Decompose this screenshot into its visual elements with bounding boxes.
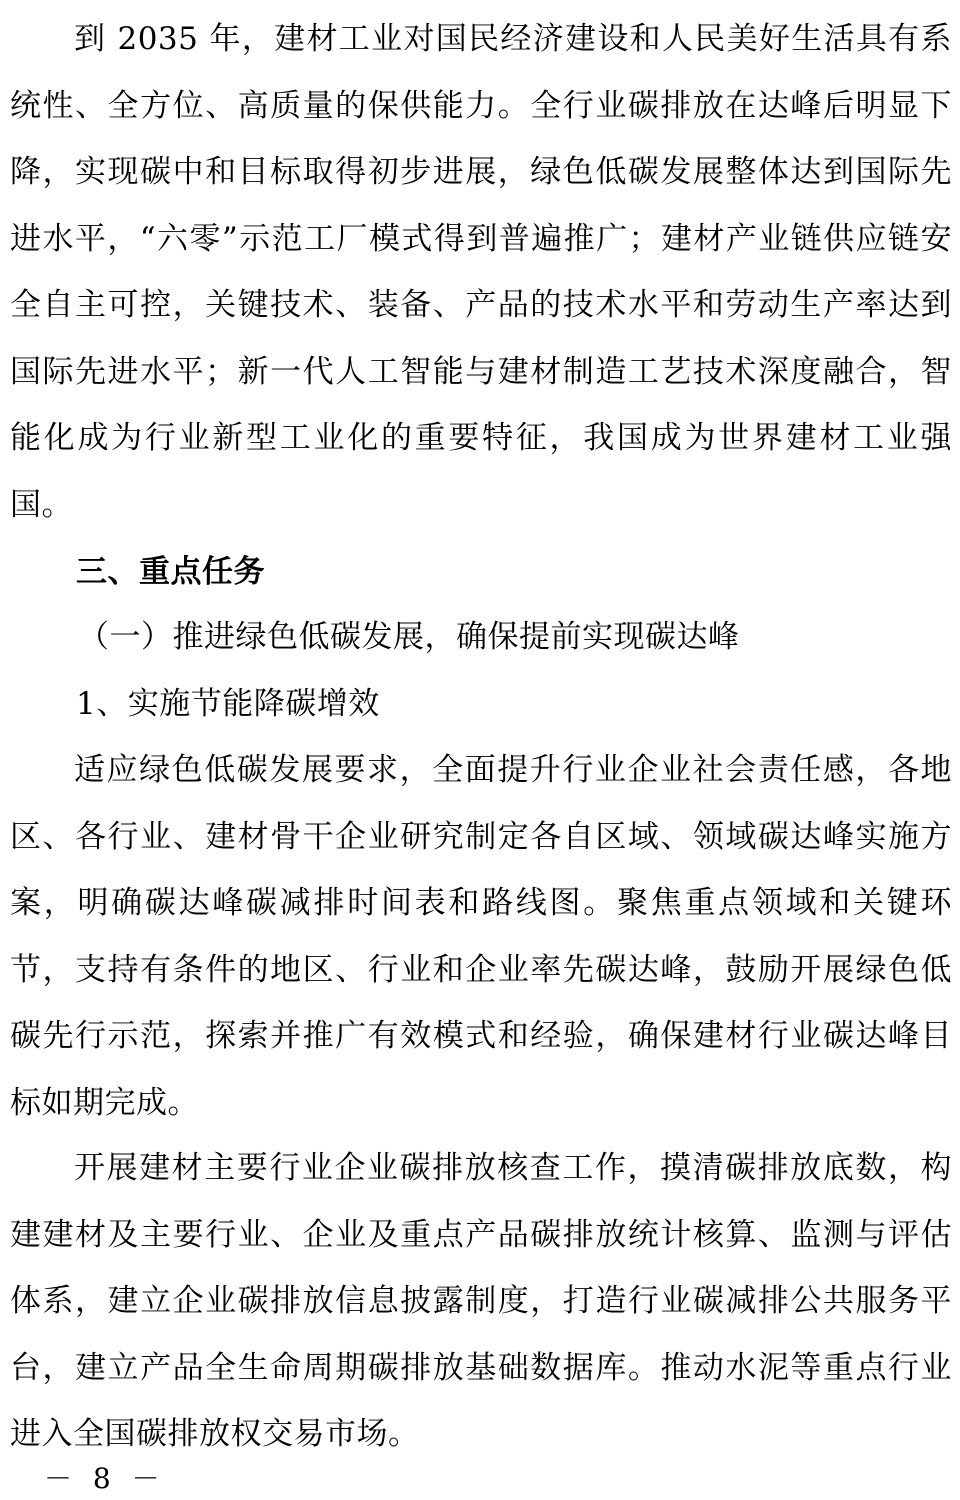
item-heading: 1、实施节能降碳增效 — [76, 686, 380, 722]
paragraph-carbon-emission-accounting: 开展建材主要行业企业碳排放核查工作，摸清碳排放底数，构建建材及主要行业、企业及重点产品碳排放统计核算、监测与评估体系，建立企业碳排放信息披露制度，打造行业碳减排公共服务平台，建立产品全生命周期碳排放基础数据库。推动水泥等重点行业进入全国碳排放权交易市场。 — [10, 1150, 952, 1452]
paragraph-2035-goals: 到 2035 年，建材工业对国民经济建设和人民美好生活具有系统性、全方位、高质量的保供能力。全行业碳排放在达峰后明显下降，实现碳中和目标取得初步进展，绿色低碳发展整体达到国际先进水平，“六零”示范工厂模式得到普遍推广；建材产业链供应链安全自主可控，关键技术、装备、产品的技术水平和劳动生产率达到国际先进水平；新一代人工智能与建材制造工艺技术深度融合，智能化成为行业新型工业化的重要特征，我国成为世界建材工业强国。 — [10, 21, 952, 523]
page-number: － 8 － — [44, 1462, 166, 1495]
paragraph-carbon-peak-plan: 适应绿色低碳发展要求，全面提升行业企业社会责任感，各地区、各行业、建材骨干企业研究制定各自区域、领域碳达峰实施方案，明确碳达峰碳减排时间表和路线图。聚焦重点领域和关键环节，支持有条件的地区、行业和企业率先碳达峰，鼓励开展绿色低碳先行示范，探索并推广有效模式和经验，确保建材行业碳达峰目标如期完成。 — [10, 752, 952, 1121]
subsection-heading: （一）推进绿色低碳发展，确保提前实现碳达峰 — [78, 619, 740, 655]
section-heading: 三、重点任务 — [76, 554, 265, 590]
